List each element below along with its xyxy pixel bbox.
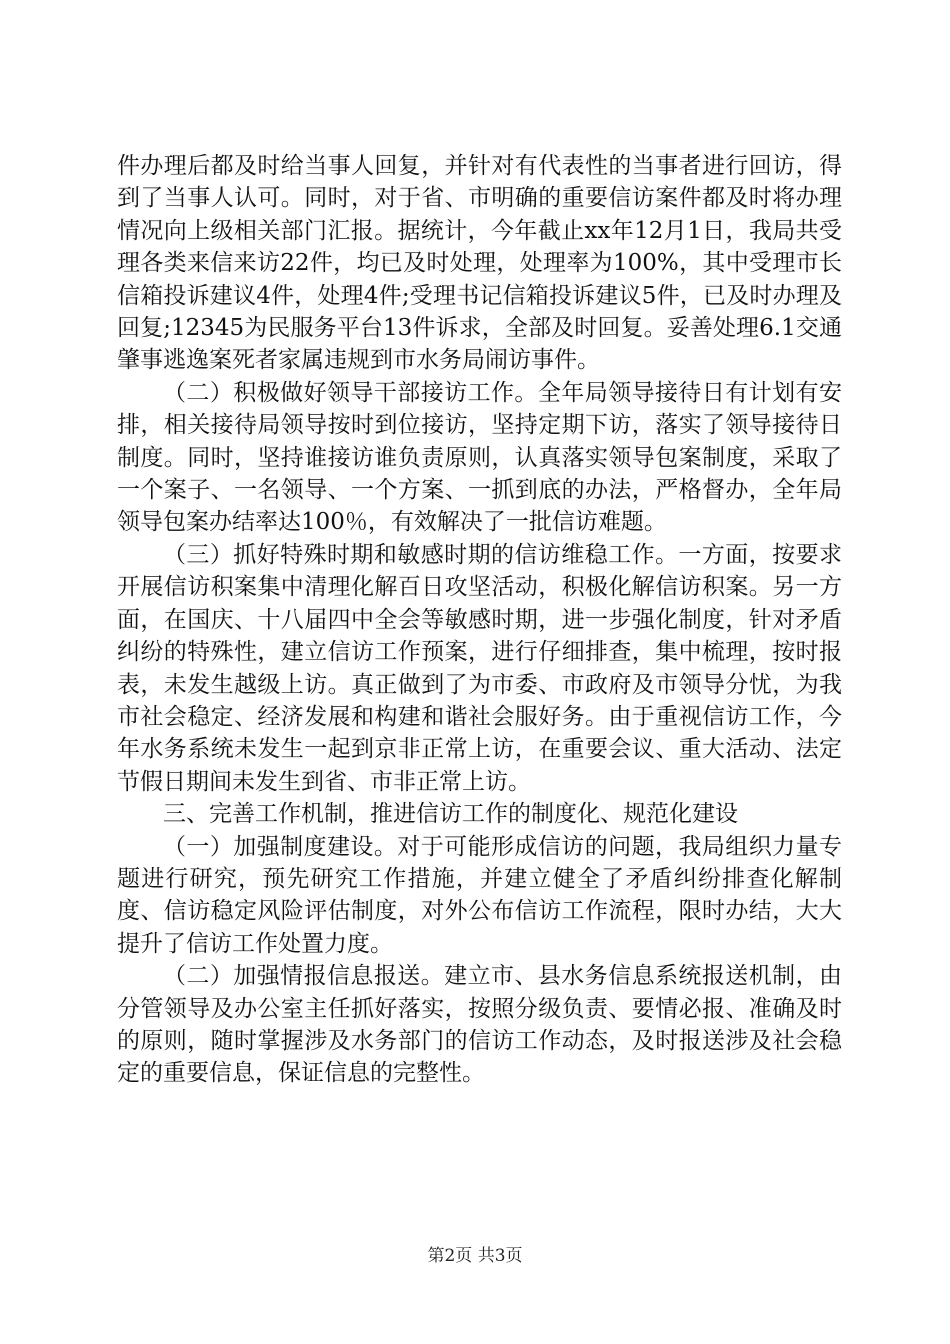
section-heading: 三、完善工作机制，推进信访工作的制度化、规范化建设	[163, 801, 738, 828]
paragraph-leader-reception: （二）积极做好领导干部接访工作。全年局领导接待日有计划有安排，相关接待局领导按时到位接访，坚持定期下访，落实了领导接待日制度。同时，坚持谁接访谁负责原则，认真落实领导包案制度，采取了一个案子、一名领导、一个方案、一抓到底的办法，严格督办，全年局领导包案办结率达100％，有效解决了一批信访难题。	[117, 379, 842, 536]
paragraph-sensitive-period: （三）抓好特殊时期和敏感时期的信访维稳工作。一方面，按要求开展信访积案集中清理化解百日攻坚活动，积极化解信访积案。另一方面，在国庆、十八届四中全会等敏感时期，进一步强化制度，针对矛盾纠纷的特殊性，建立信访工作预案，进行仔细排查，集中梳理，按时报表，未发生越级上访。真正做到了为市委、市政府及市领导分忧，为我市社会稳定、经济发展和构建和谐社会服好务。由于重视信访工作，今年水务系统未发生一起到京非正常上访，在重要会议、重大活动、法定节假日期间未发生到省、市非正常上访。	[117, 541, 842, 795]
page-footer: 第2页 共3页	[427, 1246, 523, 1266]
document-body	[117, 150, 842, 1090]
paragraph-system-building: （一）加强制度建设。对于可能形成信访的问题，我局组织力量专题进行研究，预先研究工作措施，并建立健全了矛盾纠纷排查化解制度、信访稳定风险评估制度，对外公布信访工作流程，限时办结，大大提升了信访工作处置力度。	[117, 833, 842, 957]
paragraph-info-reporting: （二）加强情报信息报送。建立市、县水务信息系统报送机制，由分管领导及办公室主任抓好落实，按照分级负责、要情必报、准确及时的原则，随时掌握涉及水务部门的信访工作动态，及时报送涉及社会稳定的重要信息，保证信息的完整性。	[117, 963, 842, 1087]
paragraph-continuation: 件办理后都及时给当事人回复，并针对有代表性的当事者进行回访，得到了当事人认可。同时，对于省、市明确的重要信访案件都及时将办理情况向上级相关部门汇报。据统计，今年截止xx年12月1日，我局共受理各类来信来访22件，均已及时处理，处理率为100%，其中受理市长信箱投诉建议4件，处理4件;受理书记信箱投诉建议5件，已及时办理及回复;12345为民服务平台13件诉求，全部及时回复。妥善处理6.1交通肇事逃逸案死者家属违规到市水务局闹访事件。	[117, 153, 842, 374]
